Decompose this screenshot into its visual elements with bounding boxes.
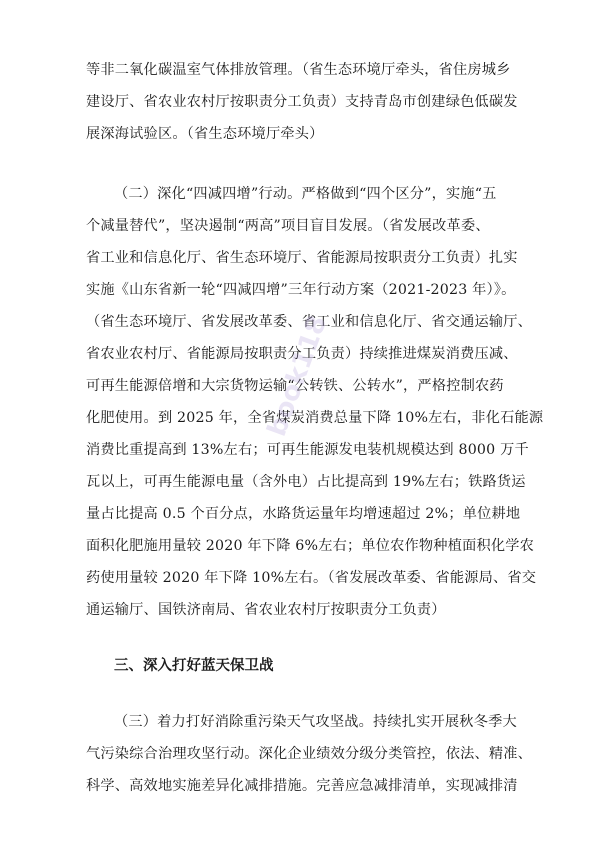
paragraph-line: 面积化肥施用量较 2020 年下降 6%左右；单位农作物种植面积化学农 (86, 538, 535, 554)
paragraph-line: 量占比提高 0.5 个百分点，水路货运量年均增速超过 2%；单位耕地 (86, 506, 521, 522)
paragraph-line: 气污染综合治理攻坚行动。深化企业绩效分级分类管控，依法、精准、 (86, 746, 533, 762)
paragraph-line: 药使用量较 2020 年下降 10%左右。（省发展改革委、省能源局、省交 (86, 570, 537, 586)
paragraph-line: 省农业农村厅、省能源局按职责分工负责）持续推进煤炭消费压减、 (86, 346, 518, 362)
paragraph-line: 等非二氧化碳温室气体排放管理。（省生态环境厅牵头，省住房城乡 (86, 62, 511, 78)
paragraph-line: 可再生能源倍增和大宗货物运输“公转铁、公转水”，严格控制农药 (86, 378, 504, 394)
paragraph-line: 消费比重提高到 13%左右；可再生能源发电装机规模达到 8000 万千 (86, 442, 529, 458)
paragraph-line: （省生态环境厅、省发展改革委、省工业和信息化厅、省交通运输厅、 (86, 314, 533, 330)
paragraph-line: （三）着力打好消除重污染天气攻坚战。持续扎实开展秋冬季大 (114, 714, 517, 730)
paragraph-line: 通运输厅、国铁济南局、省农业农村厅按职责分工负责） (86, 602, 446, 618)
paragraph-line: 省工业和信息化厅、省生态环境厅、省能源局按职责分工负责）扎实 (86, 250, 518, 266)
paragraph-line: 科学、高效地实施差异化减排措施。完善应急减排清单，实现减排清 (86, 778, 518, 794)
section-heading: 三、深入打好蓝天保卫战 (114, 658, 274, 674)
paragraph-line: 化肥使用。到 2025 年，全省煤炭消费总量下降 10%左右，非化石能源 (86, 410, 544, 426)
paragraph-line: 展深海试验区。（省生态环境厅牵头） (86, 126, 324, 142)
paragraph-line: 个减量替代”，坚决遏制“两高”项目盲目发展。（省发展改革委、 (86, 218, 490, 234)
paragraph-line: 建设厅、省农业农村厅按职责分工负责）支持青岛市创建绿色低碳发 (86, 94, 518, 110)
paragraph-line: 瓦以上，可再生能源电量（含外电）占比提高到 19%左右；铁路货运 (86, 474, 526, 490)
watermark-logo: book118 (262, 311, 334, 441)
paragraph-line: 实施《山东省新一轮“四减四增”三年行动方案（2021-2023 年）》。 (86, 282, 516, 298)
paragraph-line: （二）深化“四减四增”行动。严格做到“四个区分”，实施“五 (114, 186, 497, 202)
